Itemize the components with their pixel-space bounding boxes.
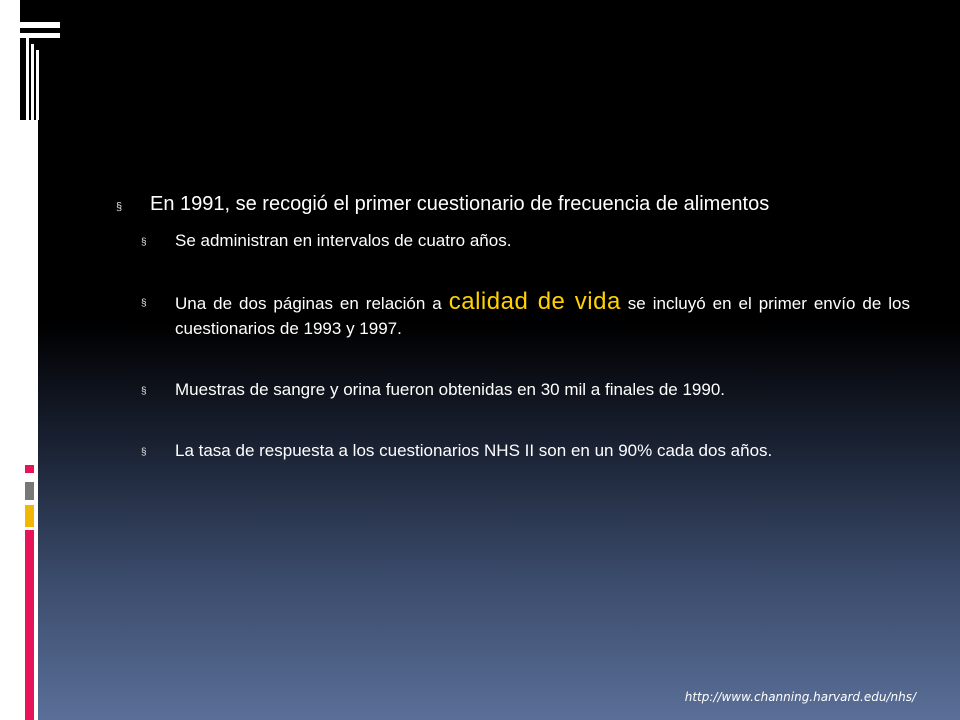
bullet-icon: § — [141, 298, 147, 309]
sub-bullet-text: La tasa de respuesta a los cuestionarios NHS II son en un 90% cada dos años. — [175, 441, 773, 460]
sub-bullet-1 — [110, 228, 910, 253]
main-bullet-text: En 1991, se recogió el primer cuestionario de frecuencia de alimentos — [150, 193, 770, 215]
sub-bullet-text-end: se incluyó en el primer envío de los cuestionarios de 1993 y 1997. — [175, 294, 910, 338]
bullet-icon: § — [116, 201, 123, 213]
sub-bullet-text: Muestras de sangre y orina fueron obtenidas en 30 mil a finales de 1990. — [175, 380, 726, 399]
sub-bullet-text-start: Una de dos páginas en relación a — [175, 294, 449, 313]
highlighted-phrase: calidad de vida — [448, 288, 621, 315]
main-bullet — [110, 190, 910, 218]
side-accent-marks — [0, 0, 40, 720]
bullet-icon: § — [141, 447, 147, 458]
sub-bullet-3 — [110, 377, 910, 402]
slide-content — [110, 190, 910, 463]
sub-bullet-4 — [110, 438, 910, 463]
bullet-icon: § — [141, 386, 147, 397]
bullet-icon: § — [141, 237, 147, 248]
source-url[interactable]: http://www.channing.harvard.edu/nhs/ — [684, 690, 916, 704]
sub-bullet-2 — [110, 289, 910, 341]
sub-bullet-text: Se administran en intervalos de cuatro años. — [175, 231, 512, 250]
